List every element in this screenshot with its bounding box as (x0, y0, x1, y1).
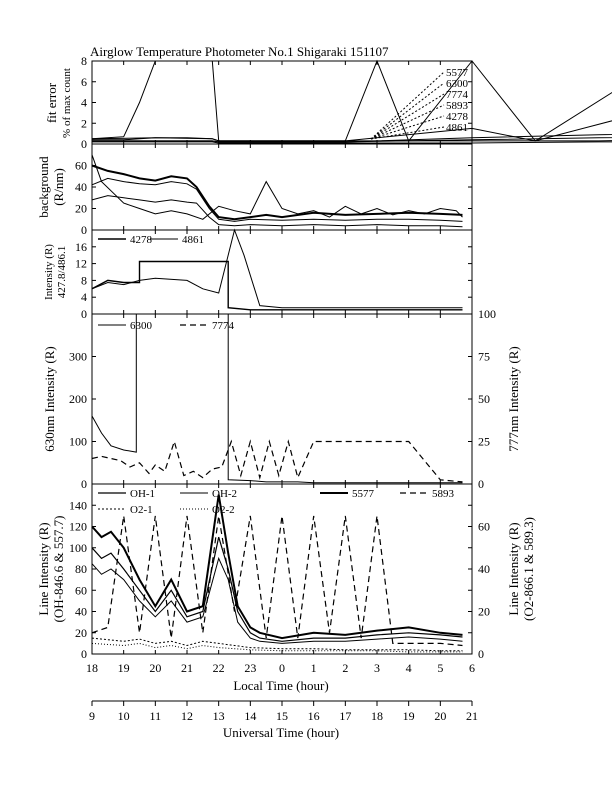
y-tick-label: 120 (69, 519, 87, 534)
ylabel-line-intensity-1: Line Intensity (R) (36, 522, 51, 616)
series-line-7774 (92, 103, 612, 141)
ylabel-line-intensity-right-2: (O2-866.1 & 589.3) (521, 517, 536, 621)
y-tick-label: 0 (81, 137, 87, 151)
legend-leader (371, 72, 444, 139)
series-line-O2-1 (92, 638, 463, 651)
legend-leader (371, 83, 444, 139)
x-tick-label-ut: 13 (212, 709, 225, 723)
x-tick-label-local: 2 (342, 661, 349, 675)
x-tick-label-local: 22 (212, 661, 225, 675)
series-line-O2-2 (92, 643, 463, 652)
y-tick-label-right: 75 (478, 349, 490, 364)
x-tick-label-local: 18 (86, 661, 98, 675)
y-tick-label: 0 (81, 477, 87, 491)
y-tick-label: 4 (81, 290, 87, 305)
y-tick-label: 60 (75, 583, 87, 598)
legend-label: 6300 (446, 78, 468, 90)
x-tick-label-ut: 21 (466, 709, 478, 723)
y-tick-label: 0 (81, 223, 87, 237)
xlabel-ut: Universal Time (hour) (222, 725, 340, 740)
legend-label: 4278 (446, 111, 468, 123)
x-tick-label-ut: 12 (181, 709, 193, 723)
ylabel-fit-error-2: % of max count (61, 68, 73, 138)
legend-leader (371, 105, 444, 139)
y-tick-label: 0 (81, 307, 87, 321)
series-line-bg-0 (92, 155, 463, 220)
ylabel-line-intensity-right-1: Line Intensity (R) (506, 522, 521, 616)
y-tick-label-right: 100 (478, 307, 496, 321)
series-line-6300 (92, 314, 463, 483)
y-tick-label: 20 (75, 625, 87, 640)
y-tick-label: 6 (81, 74, 87, 89)
y-tick-label: 20 (75, 201, 87, 216)
panel-6300-7774-frame (92, 314, 472, 484)
legend-label: 5893 (446, 100, 468, 112)
ylabel-630nm: 630nm Intensity (R) (42, 346, 57, 452)
x-tick-label-ut: 14 (244, 709, 257, 723)
y-tick-label: 140 (69, 498, 87, 513)
x-tick-label-local: 5 (437, 661, 444, 675)
legend-leader (371, 116, 444, 139)
chart-title: Airglow Temperature Photometer No.1 Shigaraki 151107 (90, 44, 389, 59)
y-tick-label: 300 (69, 349, 87, 364)
x-tick-label-local: 19 (117, 661, 130, 675)
series-line-5577 (92, 61, 612, 141)
legend-label: OH-2 (212, 488, 238, 500)
y-tick-label-right: 25 (478, 434, 490, 449)
x-tick-label-ut: 11 (149, 709, 162, 723)
x-tick-label-ut: 9 (89, 709, 95, 723)
legend-label: 6300 (130, 320, 152, 332)
legend-label: 5577 (352, 488, 374, 500)
ylabel-line-intensity-2: (OH-846.6 & 557.7) (51, 515, 66, 623)
legend-label: 7774 (212, 320, 234, 332)
x-tick-label-ut: 20 (434, 709, 447, 723)
x-tick-label-ut: 19 (402, 709, 415, 723)
ylabel-background-2: (R/nm) (51, 168, 66, 206)
x-tick-label-ut: 17 (339, 709, 352, 723)
y-tick-label: 100 (69, 434, 87, 449)
y-tick-label: 80 (75, 562, 87, 576)
legend-label: 7774 (446, 89, 468, 101)
y-tick-label: 200 (69, 392, 87, 406)
y-tick-label-right: 0 (478, 647, 484, 661)
x-tick-label-ut: 16 (307, 709, 320, 723)
x-tick-label-local: 20 (149, 661, 162, 675)
y-tick-label: 8 (81, 273, 87, 288)
x-tick-label-local: 3 (374, 661, 380, 675)
x-tick-label-local: 6 (469, 661, 475, 675)
xlabel-local: Local Time (hour) (233, 678, 329, 693)
series-line-6300 (92, 94, 612, 141)
legend-label: 4861 (446, 122, 468, 134)
y-tick-label: 60 (75, 158, 87, 173)
x-tick-label-local: 21 (181, 661, 193, 675)
x-tick-label-ut: 10 (117, 709, 130, 723)
series-line-7774 (92, 442, 463, 482)
legend-label: O2-1 (130, 504, 153, 516)
y-tick-label-right: 20 (478, 604, 490, 619)
y-tick-label: 4 (81, 95, 87, 110)
y-tick-label: 0 (81, 647, 87, 661)
ylabel-background-1: background (36, 156, 51, 218)
x-tick-label-local: 1 (310, 661, 317, 675)
x-tick-label-local: 23 (244, 661, 257, 675)
x-tick-label-local: 0 (279, 661, 285, 675)
legend-label: 5577 (446, 67, 468, 79)
legend-label: OH-1 (130, 488, 156, 500)
series-line-5893 (92, 516, 463, 646)
y-tick-label-right: 0 (478, 477, 484, 491)
series-line-4278 (92, 262, 463, 310)
series-line-5577 (92, 495, 463, 638)
x-tick-label-ut: 18 (371, 709, 383, 723)
legend-label: 4278 (130, 234, 152, 246)
ylabel-4278-1: Intensity (R) (43, 244, 55, 300)
x-tick-label-local: 4 (405, 661, 412, 675)
y-tick-label: 40 (75, 604, 87, 619)
y-tick-label: 12 (75, 256, 87, 271)
y-tick-label: 8 (81, 54, 87, 68)
y-tick-label: 16 (75, 239, 87, 254)
ylabel-fit-error-1: fit error (44, 82, 59, 124)
legend-label: O2-2 (212, 504, 235, 516)
ylabel-4278-2: 427.8/486.1 (56, 245, 68, 299)
ylabel-777nm: 777nm Intensity (R) (506, 346, 521, 452)
y-tick-label-right: 40 (478, 562, 490, 576)
legend-label: 5893 (432, 488, 454, 500)
y-tick-label: 40 (75, 180, 87, 194)
y-tick-label: 2 (81, 116, 87, 131)
x-tick-label-ut: 15 (276, 709, 288, 723)
y-tick-label: 100 (69, 540, 87, 555)
y-tick-label-right: 50 (478, 392, 490, 406)
y-tick-label-right: 60 (478, 519, 490, 534)
legend-label: 4861 (182, 234, 204, 246)
